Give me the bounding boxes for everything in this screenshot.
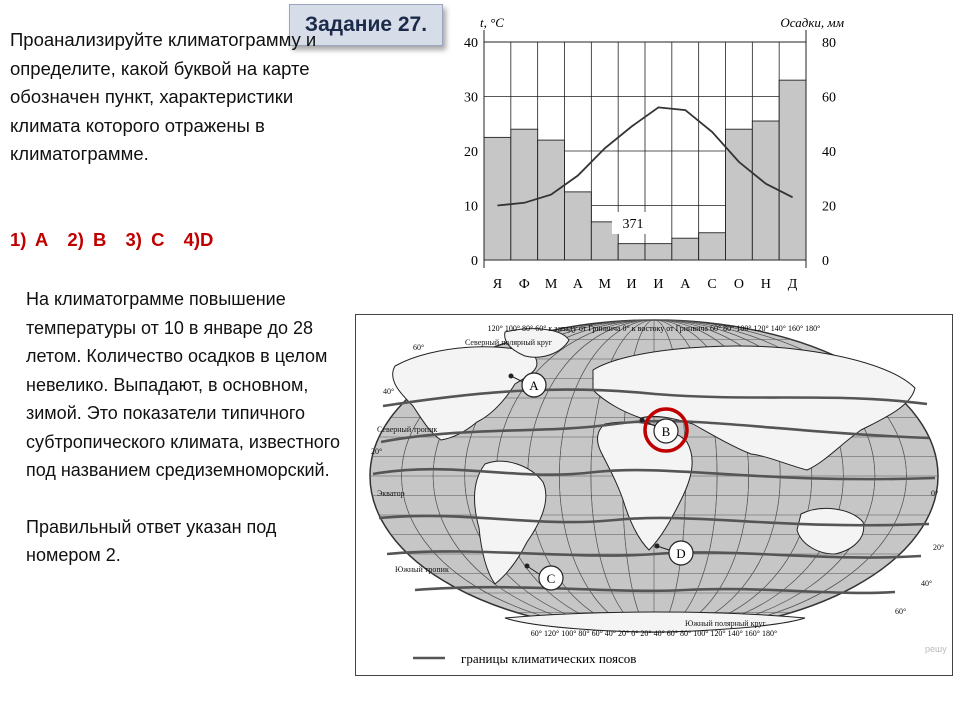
watermark: решу bbox=[925, 644, 947, 654]
precipitation-bar bbox=[699, 233, 726, 260]
right-axis-label: Осадки, мм bbox=[780, 15, 844, 30]
lat-20s: 20° bbox=[933, 543, 945, 552]
question-text: Проанализируйте климатограмму и определите, какой буквой на карте обозначен пункт, характеристики климата которого отражены в климатограмме. bbox=[10, 29, 317, 164]
precipitation-bar bbox=[538, 140, 565, 260]
marker-d-label: D bbox=[676, 546, 686, 561]
precipitation-bar bbox=[672, 238, 699, 260]
lat-20n: 20° bbox=[371, 447, 383, 456]
right-tick-label: 40 bbox=[822, 145, 836, 160]
lat-60s: 60° bbox=[895, 607, 907, 616]
annual-precipitation-label: 371 bbox=[622, 217, 644, 232]
left-tick-label: 20 bbox=[464, 145, 478, 160]
bottom-longitude-scale: 60° 120° 100° 80° 60° 40° 20° 0° 20° 40° 60° 80° 100° 120° 140° 160° 180° bbox=[530, 629, 778, 638]
month-tick-label: И bbox=[626, 277, 637, 292]
month-tick-label: М bbox=[598, 277, 611, 292]
left-tick-label: 40 bbox=[464, 36, 478, 51]
precipitation-bar bbox=[645, 244, 672, 260]
lat-60n: 60° bbox=[413, 343, 425, 352]
left-tick-label: 0 bbox=[471, 254, 478, 269]
month-tick-label: И bbox=[653, 277, 664, 292]
right-tick-label: 60 bbox=[822, 90, 836, 106]
precipitation-bar bbox=[618, 244, 645, 260]
legend-text: границы климатических поясов bbox=[461, 651, 637, 666]
lat-40n: 40° bbox=[383, 387, 395, 396]
month-tick-label: М bbox=[544, 277, 558, 292]
left-axis-label: t, °C bbox=[480, 15, 504, 30]
precipitation-bar bbox=[752, 121, 779, 260]
answer-option-2[interactable]: 2) B bbox=[67, 229, 107, 250]
explanation-paragraph-2: Правильный ответ указан под номером 2. bbox=[26, 516, 277, 565]
right-tick-label: 20 bbox=[822, 199, 836, 215]
precipitation-bar bbox=[779, 80, 806, 260]
month-tick-label: Д bbox=[787, 277, 798, 292]
answer-options bbox=[10, 229, 223, 251]
explanation-paragraph-1: На климатограмме повышение температуры от 10 в январе до 28 летом. Количество осадков в целом невелико. Выпадают, в основном, зимой. Это показатели типичного субтропического климата, известного под названием средиземноморский. bbox=[26, 289, 340, 480]
label-tropic-cancer: Северный тропик bbox=[377, 425, 438, 434]
label-tropic-capricorn: Южный тропик bbox=[395, 565, 449, 574]
marker-a-label: A bbox=[529, 378, 539, 393]
label-antarctic-circle: Южный полярный круг bbox=[685, 619, 766, 628]
month-tick-label: Я bbox=[492, 277, 503, 292]
answer-option-3[interactable]: 3) C bbox=[125, 229, 165, 250]
label-equator: Экватор bbox=[377, 489, 405, 498]
left-tick-label: 30 bbox=[464, 90, 478, 106]
right-tick-label: 0 bbox=[822, 254, 829, 269]
left-tick-label: 10 bbox=[464, 199, 478, 215]
answer-option-4[interactable]: 4)D bbox=[183, 229, 214, 250]
month-tick-label: А bbox=[680, 277, 691, 292]
lat-40s: 40° bbox=[921, 579, 933, 588]
marker-b-label: B bbox=[661, 424, 671, 439]
climatogram-chart bbox=[446, 8, 856, 298]
world-climate-map bbox=[355, 314, 953, 676]
month-tick-label: Ф bbox=[518, 277, 530, 292]
answer-option-1[interactable]: 1) A bbox=[10, 229, 49, 250]
month-tick-label: Н bbox=[760, 277, 771, 292]
marker-c-label: C bbox=[546, 571, 556, 586]
precipitation-bar bbox=[484, 137, 511, 260]
month-tick-label: О bbox=[733, 277, 744, 292]
right-tick-label: 80 bbox=[822, 36, 836, 51]
month-tick-label: С bbox=[707, 277, 717, 292]
precipitation-bar bbox=[565, 192, 592, 260]
precipitation-bar bbox=[511, 129, 538, 260]
month-tick-label: А bbox=[572, 277, 583, 292]
label-arctic-circle: Северный полярный круг bbox=[465, 338, 553, 347]
task-title-text: Задание 27. bbox=[304, 13, 428, 36]
precipitation-bar bbox=[726, 129, 753, 260]
explanation bbox=[26, 285, 346, 598]
top-longitude-scale: 120° 100° 80° 60° к западу от Гринвича 0° к востоку от Гринвича 60° 80° 100° 120° 140° 160° 180° bbox=[487, 324, 821, 333]
lat-0: 0° bbox=[931, 489, 939, 498]
